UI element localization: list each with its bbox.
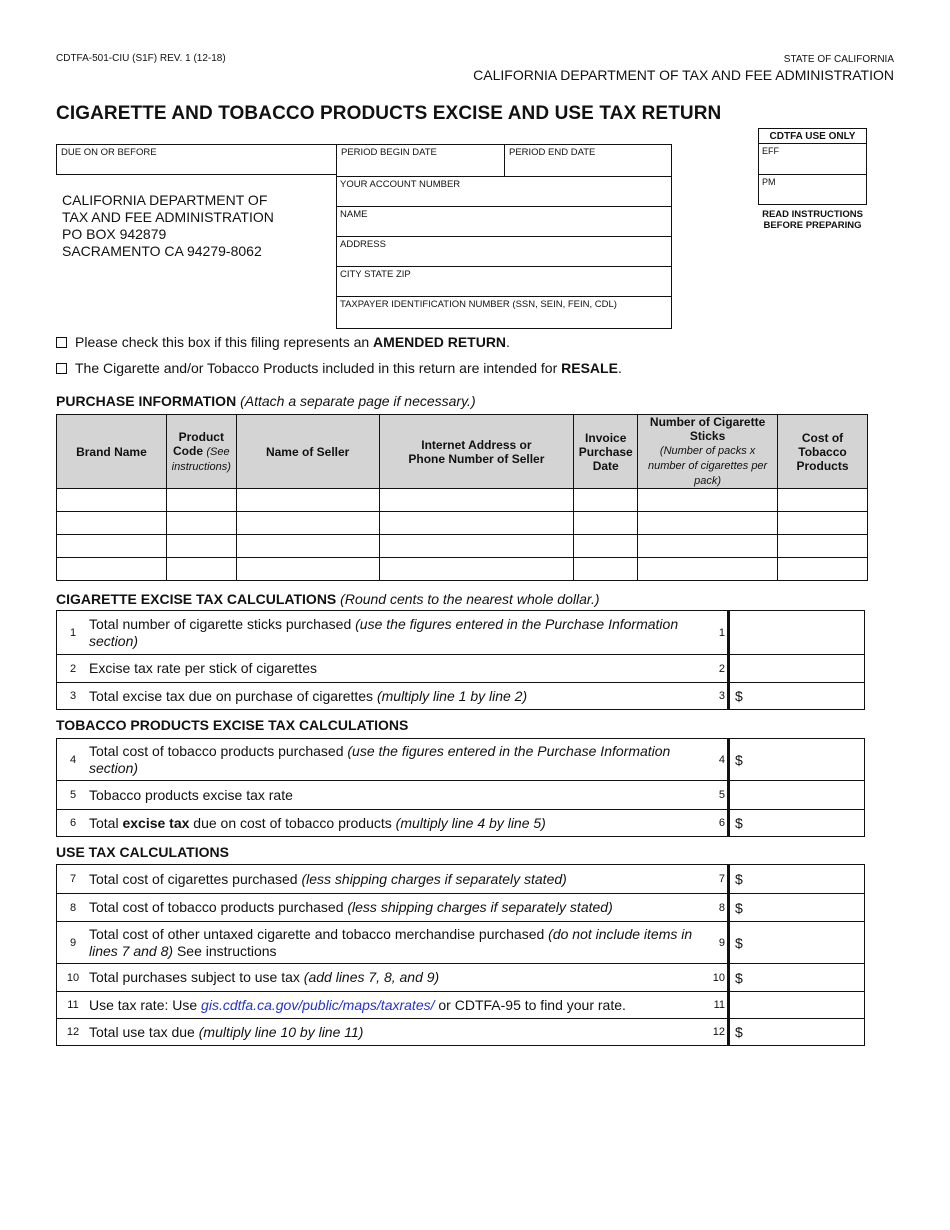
calc-line-7	[57, 865, 864, 893]
resale-label: The Cigarette and/or Tobacco Products included in this return are intended for RESALE.	[75, 360, 622, 376]
table-row	[57, 512, 868, 535]
line-6-amount[interactable]: $	[727, 810, 864, 836]
line-8-description: Total cost of tobacco products purchased (less shipping charges if separately stated)	[89, 899, 613, 915]
table-cell[interactable]	[778, 535, 868, 558]
line-number-right: 4	[718, 753, 725, 766]
line-number-right: 1	[718, 626, 725, 639]
mailing-address-line1: CALIFORNIA DEPARTMENT OF	[62, 192, 268, 208]
col-cigarette-sticks: Number of Cigarette Sticks (Number of packs x number of cigarettes per pack)	[638, 415, 778, 489]
line-number: 4	[69, 753, 77, 766]
line-1-amount[interactable]	[727, 611, 864, 654]
table-cell[interactable]	[166, 489, 236, 512]
due-on-field[interactable]: DUE ON OR BEFORE	[56, 144, 337, 175]
read-instructions-line1: READ INSTRUCTIONS	[762, 209, 863, 220]
mailing-address-line2: TAX AND FEE ADMINISTRATION	[62, 209, 274, 225]
table-cell[interactable]	[166, 558, 236, 581]
line-number: 9	[69, 936, 77, 949]
use-only-heading: CDTFA USE ONLY	[759, 129, 866, 144]
mailing-address	[62, 192, 274, 260]
line-number: 8	[69, 901, 77, 914]
cigarette-excise-table	[56, 610, 865, 710]
line-10-description: Total purchases subject to use tax (add lines 7, 8, and 9)	[89, 969, 440, 985]
line-number-right: 11	[713, 999, 725, 1011]
amended-return-row	[56, 334, 510, 350]
form-number: CDTFA-501-CIU (S1F) REV. 1 (12-18)	[56, 53, 226, 64]
table-cell[interactable]	[574, 535, 638, 558]
calc-line-3	[57, 682, 864, 709]
line-8-amount[interactable]: $	[727, 894, 864, 921]
tobacco-excise-table	[56, 738, 865, 837]
read-instructions-line2: BEFORE PREPARING	[763, 220, 862, 231]
line-number: 12	[66, 1026, 80, 1038]
table-cell[interactable]	[166, 535, 236, 558]
line-1-description: Total number of cigarette sticks purchased (use the figures entered in the Purchase Information section)	[89, 615, 679, 649]
table-row	[57, 535, 868, 558]
line-number-right: 12	[712, 1026, 725, 1038]
use-tax-table	[56, 864, 865, 1046]
line-6-description: Total excise tax due on cost of tobacco products (multiply line 4 by line 5)	[89, 814, 546, 831]
line-10-amount[interactable]: $	[727, 964, 864, 991]
pm-field: PM	[759, 174, 866, 204]
line-number: 6	[69, 817, 77, 829]
table-cell[interactable]	[638, 558, 778, 581]
table-row	[57, 489, 868, 512]
amended-return-label: Please check this box if this filing represents an AMENDED RETURN.	[75, 334, 510, 350]
cigarette-excise-heading: CIGARETTE EXCISE TAX CALCULATIONS (Round cents to the nearest whole dollar.)	[56, 591, 600, 607]
table-cell[interactable]	[638, 535, 778, 558]
table-cell[interactable]	[57, 512, 167, 535]
line-9-description: Total cost of other untaxed cigarette and tobacco merchandise purchased (do not include items in lines 7 and 8) See instructions	[89, 925, 693, 959]
col-seller-name: Name of Seller	[236, 415, 379, 489]
amended-return-checkbox[interactable]	[56, 337, 67, 348]
table-cell[interactable]	[166, 512, 236, 535]
department-name: CALIFORNIA DEPARTMENT OF TAX AND FEE ADMINISTRATION	[473, 67, 894, 83]
table-row	[57, 558, 868, 581]
line-number-right: 9	[718, 936, 725, 949]
name-field[interactable]: NAME	[337, 206, 671, 236]
period-end-field[interactable]: PERIOD END DATE	[504, 145, 671, 176]
table-cell[interactable]	[57, 489, 167, 512]
line-5-amount[interactable]	[727, 781, 864, 809]
line-7-amount[interactable]: $	[727, 865, 864, 893]
use-tax-heading: USE TAX CALCULATIONS	[56, 844, 229, 860]
period-begin-field[interactable]: PERIOD BEGIN DATE	[341, 147, 437, 158]
line-3-description: Total excise tax due on purchase of cigarettes (multiply line 1 by line 2)	[89, 687, 528, 704]
col-internet-address: Internet Address or Phone Number of Seller	[379, 415, 574, 489]
calc-line-2	[57, 654, 864, 682]
calc-line-12	[57, 1018, 864, 1045]
calc-line-5	[57, 780, 864, 809]
table-cell[interactable]	[57, 558, 167, 581]
calc-line-6	[57, 809, 864, 836]
line-number-right: 2	[718, 662, 725, 675]
line-7-description: Total cost of cigarettes purchased (less shipping charges if separately stated)	[89, 870, 567, 887]
line-11-description: Use tax rate: Use gis.cdtfa.ca.gov/public/maps/taxrates/ or CDTFA-95 to find your rate.	[89, 996, 626, 1013]
taxpayer-id-field[interactable]: TAXPAYER IDENTIFICATION NUMBER (SSN, SEIN, FEIN, CDL)	[337, 296, 671, 328]
resale-row	[56, 360, 622, 376]
line-number-right: 5	[718, 789, 725, 801]
table-cell[interactable]	[574, 558, 638, 581]
address-field[interactable]: ADDRESS	[337, 236, 671, 266]
mailing-address-line3: PO BOX 942879	[62, 226, 167, 242]
table-cell[interactable]	[379, 558, 574, 581]
resale-checkbox[interactable]	[56, 363, 67, 374]
account-number-field[interactable]: YOUR ACCOUNT NUMBER	[337, 176, 671, 206]
calc-line-11	[57, 991, 864, 1018]
line-5-description: Tobacco products excise tax rate	[89, 786, 293, 803]
purchase-table	[56, 414, 868, 581]
table-cell[interactable]	[379, 535, 574, 558]
line-4-description: Total cost of tobacco products purchased (use the figures entered in the Purchase Information section)	[89, 742, 671, 776]
line-number: 5	[69, 789, 77, 801]
line-number-right: 8	[718, 901, 725, 914]
line-12-description: Total use tax due (multiply line 10 by line 11)	[89, 1023, 364, 1040]
tax-rates-link[interactable]: gis.cdtfa.ca.gov/public/maps/taxrates/	[201, 996, 435, 1013]
line-2-description: Excise tax rate per stick of cigarettes	[89, 660, 317, 676]
table-cell[interactable]	[778, 558, 868, 581]
line-number: 3	[69, 690, 77, 702]
table-cell[interactable]	[379, 489, 574, 512]
calc-line-4	[57, 739, 864, 780]
line-number-right: 7	[718, 873, 725, 885]
calc-line-8	[57, 893, 864, 921]
page-title: CIGARETTE AND TOBACCO PRODUCTS EXCISE AND USE TAX RETURN	[56, 103, 722, 124]
col-product-code: Product Code (See instructions)	[166, 415, 236, 489]
line-number: 1	[69, 626, 77, 639]
table-cell[interactable]	[778, 512, 868, 535]
table-cell[interactable]	[236, 489, 379, 512]
line-4-amount[interactable]: $	[727, 739, 864, 780]
state-label: STATE OF CALIFORNIA	[783, 54, 894, 65]
line-2-amount[interactable]	[727, 655, 864, 682]
calc-line-10	[57, 963, 864, 991]
line-number-right: 6	[718, 817, 725, 829]
col-tobacco-cost: Cost of Tobacco Products	[778, 415, 868, 489]
table-cell[interactable]	[778, 489, 868, 512]
line-number-right: 10	[712, 971, 725, 984]
line-number: 2	[69, 662, 77, 675]
line-number: 11	[67, 999, 79, 1011]
tobacco-excise-heading: TOBACCO PRODUCTS EXCISE TAX CALCULATIONS	[56, 717, 409, 733]
cdtfa-use-only-box	[758, 128, 867, 205]
table-cell[interactable]	[379, 512, 574, 535]
read-instructions-note	[758, 209, 867, 231]
purchase-info-heading: PURCHASE INFORMATION (Attach a separate page if necessary.)	[56, 393, 476, 409]
line-number: 10	[66, 971, 80, 984]
line-12-amount[interactable]: $	[727, 1019, 864, 1045]
line-number: 7	[69, 873, 77, 885]
line-11-amount[interactable]	[727, 992, 864, 1018]
line-3-amount[interactable]: $	[727, 683, 864, 709]
table-cell[interactable]	[638, 489, 778, 512]
table-cell[interactable]	[236, 558, 379, 581]
line-number-right: 3	[718, 690, 725, 702]
purchase-table-header	[57, 415, 868, 489]
line-9-amount[interactable]: $	[727, 922, 864, 963]
account-info-box	[336, 144, 672, 329]
col-invoice-date: Invoice Purchase Date	[574, 415, 638, 489]
table-cell[interactable]	[574, 489, 638, 512]
table-cell[interactable]	[638, 512, 778, 535]
col-brand-name: Brand Name	[57, 415, 167, 489]
calc-line-1	[57, 611, 864, 654]
city-state-zip-field[interactable]: CITY STATE ZIP	[337, 266, 671, 296]
calc-line-9	[57, 921, 864, 963]
eff-field: EFF	[762, 146, 779, 156]
table-cell[interactable]	[574, 512, 638, 535]
mailing-address-line4: SACRAMENTO CA 94279-8062	[62, 243, 262, 259]
table-cell[interactable]	[57, 535, 167, 558]
table-cell[interactable]	[236, 535, 379, 558]
table-cell[interactable]	[236, 512, 379, 535]
